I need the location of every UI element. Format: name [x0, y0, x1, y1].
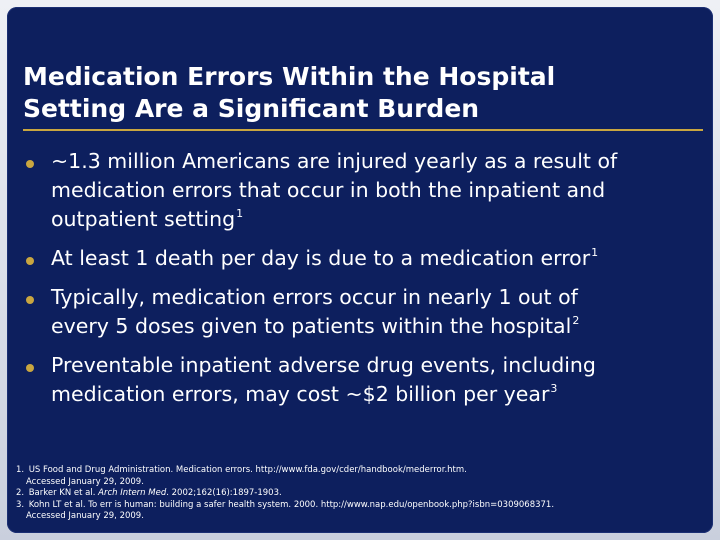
reference-item [8, 500, 708, 523]
title-divider [23, 129, 703, 131]
citation-superscript: 2 [572, 314, 580, 327]
citation-superscript: 3 [550, 382, 558, 395]
reference-text: . 2002;162(16):1897-1903. [166, 488, 282, 498]
reference-text: Accessed January 29, 2009. [26, 476, 144, 487]
bullet-line: Typically, medication errors occur in nearly 1 out of [51, 285, 578, 309]
bullet-item [23, 283, 713, 341]
reference-text: Barker KN et al. [28, 488, 99, 498]
bullet-item [23, 351, 713, 409]
bullet-dot-icon [26, 160, 34, 168]
bullet-line: every 5 doses given to patients within the hospital [51, 314, 572, 338]
references-list [8, 465, 708, 523]
reference-item [8, 488, 708, 500]
bullet-line: Preventable inpatient adverse drug events, including [51, 353, 596, 377]
bullet-line: medication errors, may cost ~$2 billion per year [51, 382, 550, 406]
journal-name: Arch Intern Med [98, 488, 167, 498]
bullet-dot-icon [26, 296, 34, 304]
reference-text: US Food and Drug Administration. Medication errors. http://www.fda.gov/cder/handbook/mederror.htm. [28, 465, 467, 475]
citation-superscript: 1 [591, 246, 599, 259]
bullet-list [23, 147, 713, 419]
reference-text: Accessed January 29, 2009. [26, 511, 144, 521]
bullet-line: medication errors that occur in both the inpatient and [51, 178, 606, 202]
reference-number: 3. [16, 499, 25, 510]
bullet-item [23, 147, 713, 234]
bullet-line: At least 1 death per day is due to a medication error [51, 246, 591, 270]
slide-title [23, 61, 703, 125]
bullet-line: ~1.3 million Americans are injured yearly as a result of [51, 149, 618, 173]
citation-superscript: 1 [236, 207, 244, 220]
title-line-2: Setting Are a Significant Burden [23, 94, 480, 123]
bullet-item [23, 244, 713, 273]
reference-number: 2. [16, 488, 25, 498]
slide [7, 7, 713, 533]
bullet-line: outpatient setting [51, 207, 236, 231]
bullet-dot-icon [26, 257, 34, 265]
reference-number: 1. [16, 465, 25, 475]
reference-text: Kohn LT et al. To err is human: building a safer health system. 2000. http://www.nap.edu/openbook.php?isbn=0309068371. [28, 499, 555, 510]
bullet-dot-icon [26, 364, 34, 372]
reference-item [8, 465, 708, 488]
title-line-1: Medication Errors Within the Hospital [23, 62, 556, 91]
